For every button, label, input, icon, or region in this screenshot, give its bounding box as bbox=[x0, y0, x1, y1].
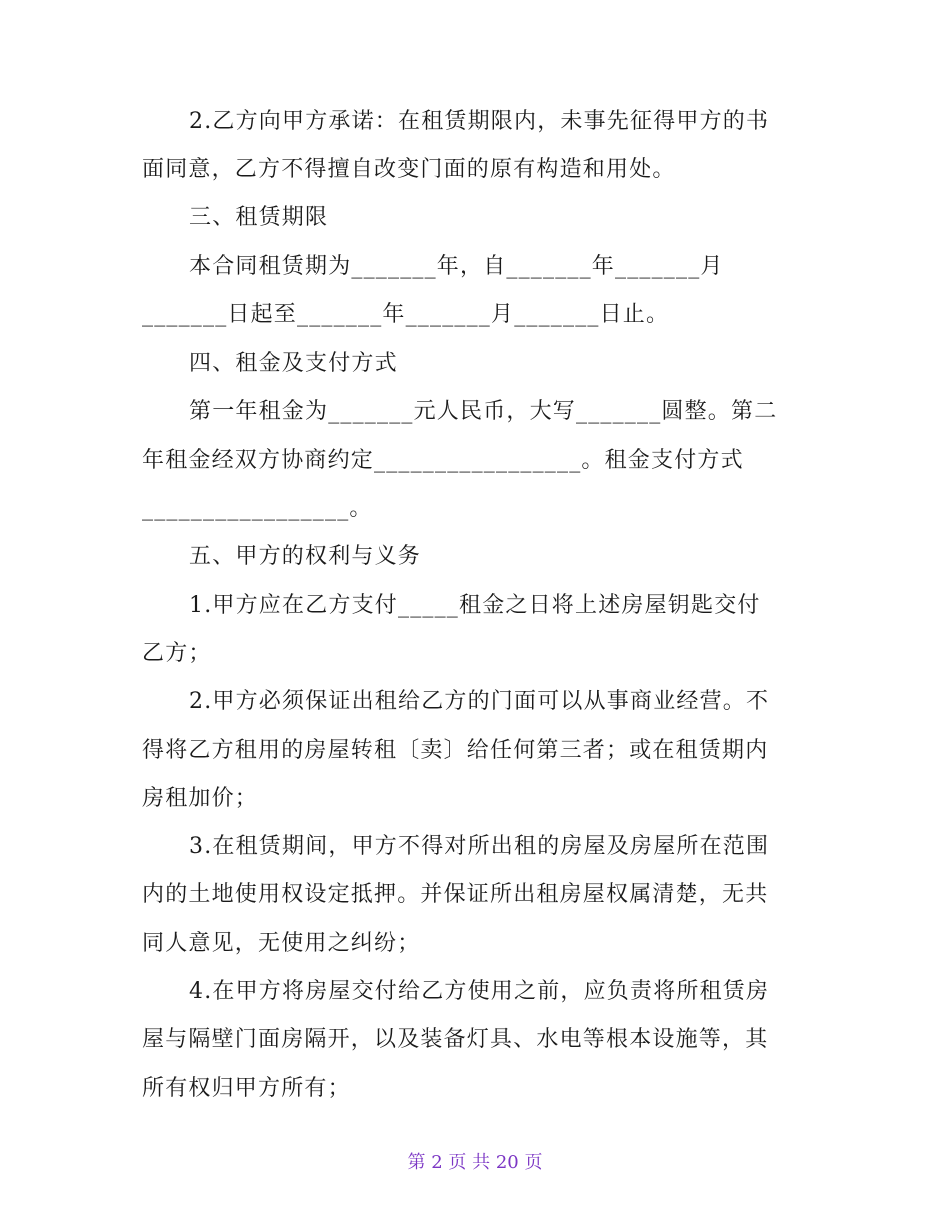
party-a-item-3-line-2: 内的土地使用权设定抵押。并保证所出租房屋权属清楚，无共 bbox=[142, 882, 769, 907]
lease-term-line-2: _______日起至_______年_______月_______日止。 bbox=[142, 302, 670, 327]
party-a-item-2-line-2: 得将乙方租用的房屋转租〔卖〕给任何第三者；或在租赁期内 bbox=[142, 738, 769, 763]
clause-2-line-1: 2.乙方向甲方承诺：在租赁期限内，未事先征得甲方的书 bbox=[189, 109, 770, 134]
party-a-item-1-line-2: 乙方； bbox=[142, 641, 212, 666]
party-a-item-3-line-1: 3.在租赁期间，甲方不得对所出租的房屋及房屋所在范围 bbox=[189, 834, 770, 859]
lease-term-line-1: 本合同租赁期为_______年，自_______年_______月 bbox=[189, 254, 724, 279]
section-heading-rent-payment: 四、租金及支付方式 bbox=[189, 351, 398, 376]
party-a-item-2-line-1: 2.甲方必须保证出租给乙方的门面可以从事商业经营。不 bbox=[189, 689, 770, 714]
party-a-item-2-line-3: 房租加价； bbox=[142, 786, 259, 811]
rent-line-2: 年租金经双方协商约定_________________。租金支付方式 bbox=[142, 448, 744, 473]
rent-line-3: _________________。 bbox=[142, 496, 373, 521]
clause-2-line-2: 面同意，乙方不得擅自改变门面的原有构造和用处。 bbox=[142, 157, 676, 182]
section-heading-lease-term: 三、租赁期限 bbox=[189, 205, 329, 230]
party-a-item-4-line-1: 4.在甲方将房屋交付给乙方使用之前，应负责将所租赁房 bbox=[189, 979, 770, 1004]
party-a-item-4-line-3: 所有权归甲方所有； bbox=[142, 1076, 351, 1101]
party-a-item-4-line-2: 屋与隔壁门面房隔开，以及装备灯具、水电等根本设施等，其 bbox=[142, 1027, 769, 1052]
party-a-item-3-line-3: 同人意见，无使用之纠纷； bbox=[142, 931, 421, 956]
section-heading-party-a-rights: 五、甲方的权利与义务 bbox=[189, 544, 422, 569]
party-a-item-1-line-1: 1.甲方应在乙方支付_____租金之日将上述房屋钥匙交付 bbox=[189, 593, 761, 618]
page-number-footer: 第 2 页 共 20 页 bbox=[407, 1152, 543, 1173]
rent-line-1: 第一年租金为_______元人民币，大写_______圆整。第二 bbox=[189, 399, 778, 424]
